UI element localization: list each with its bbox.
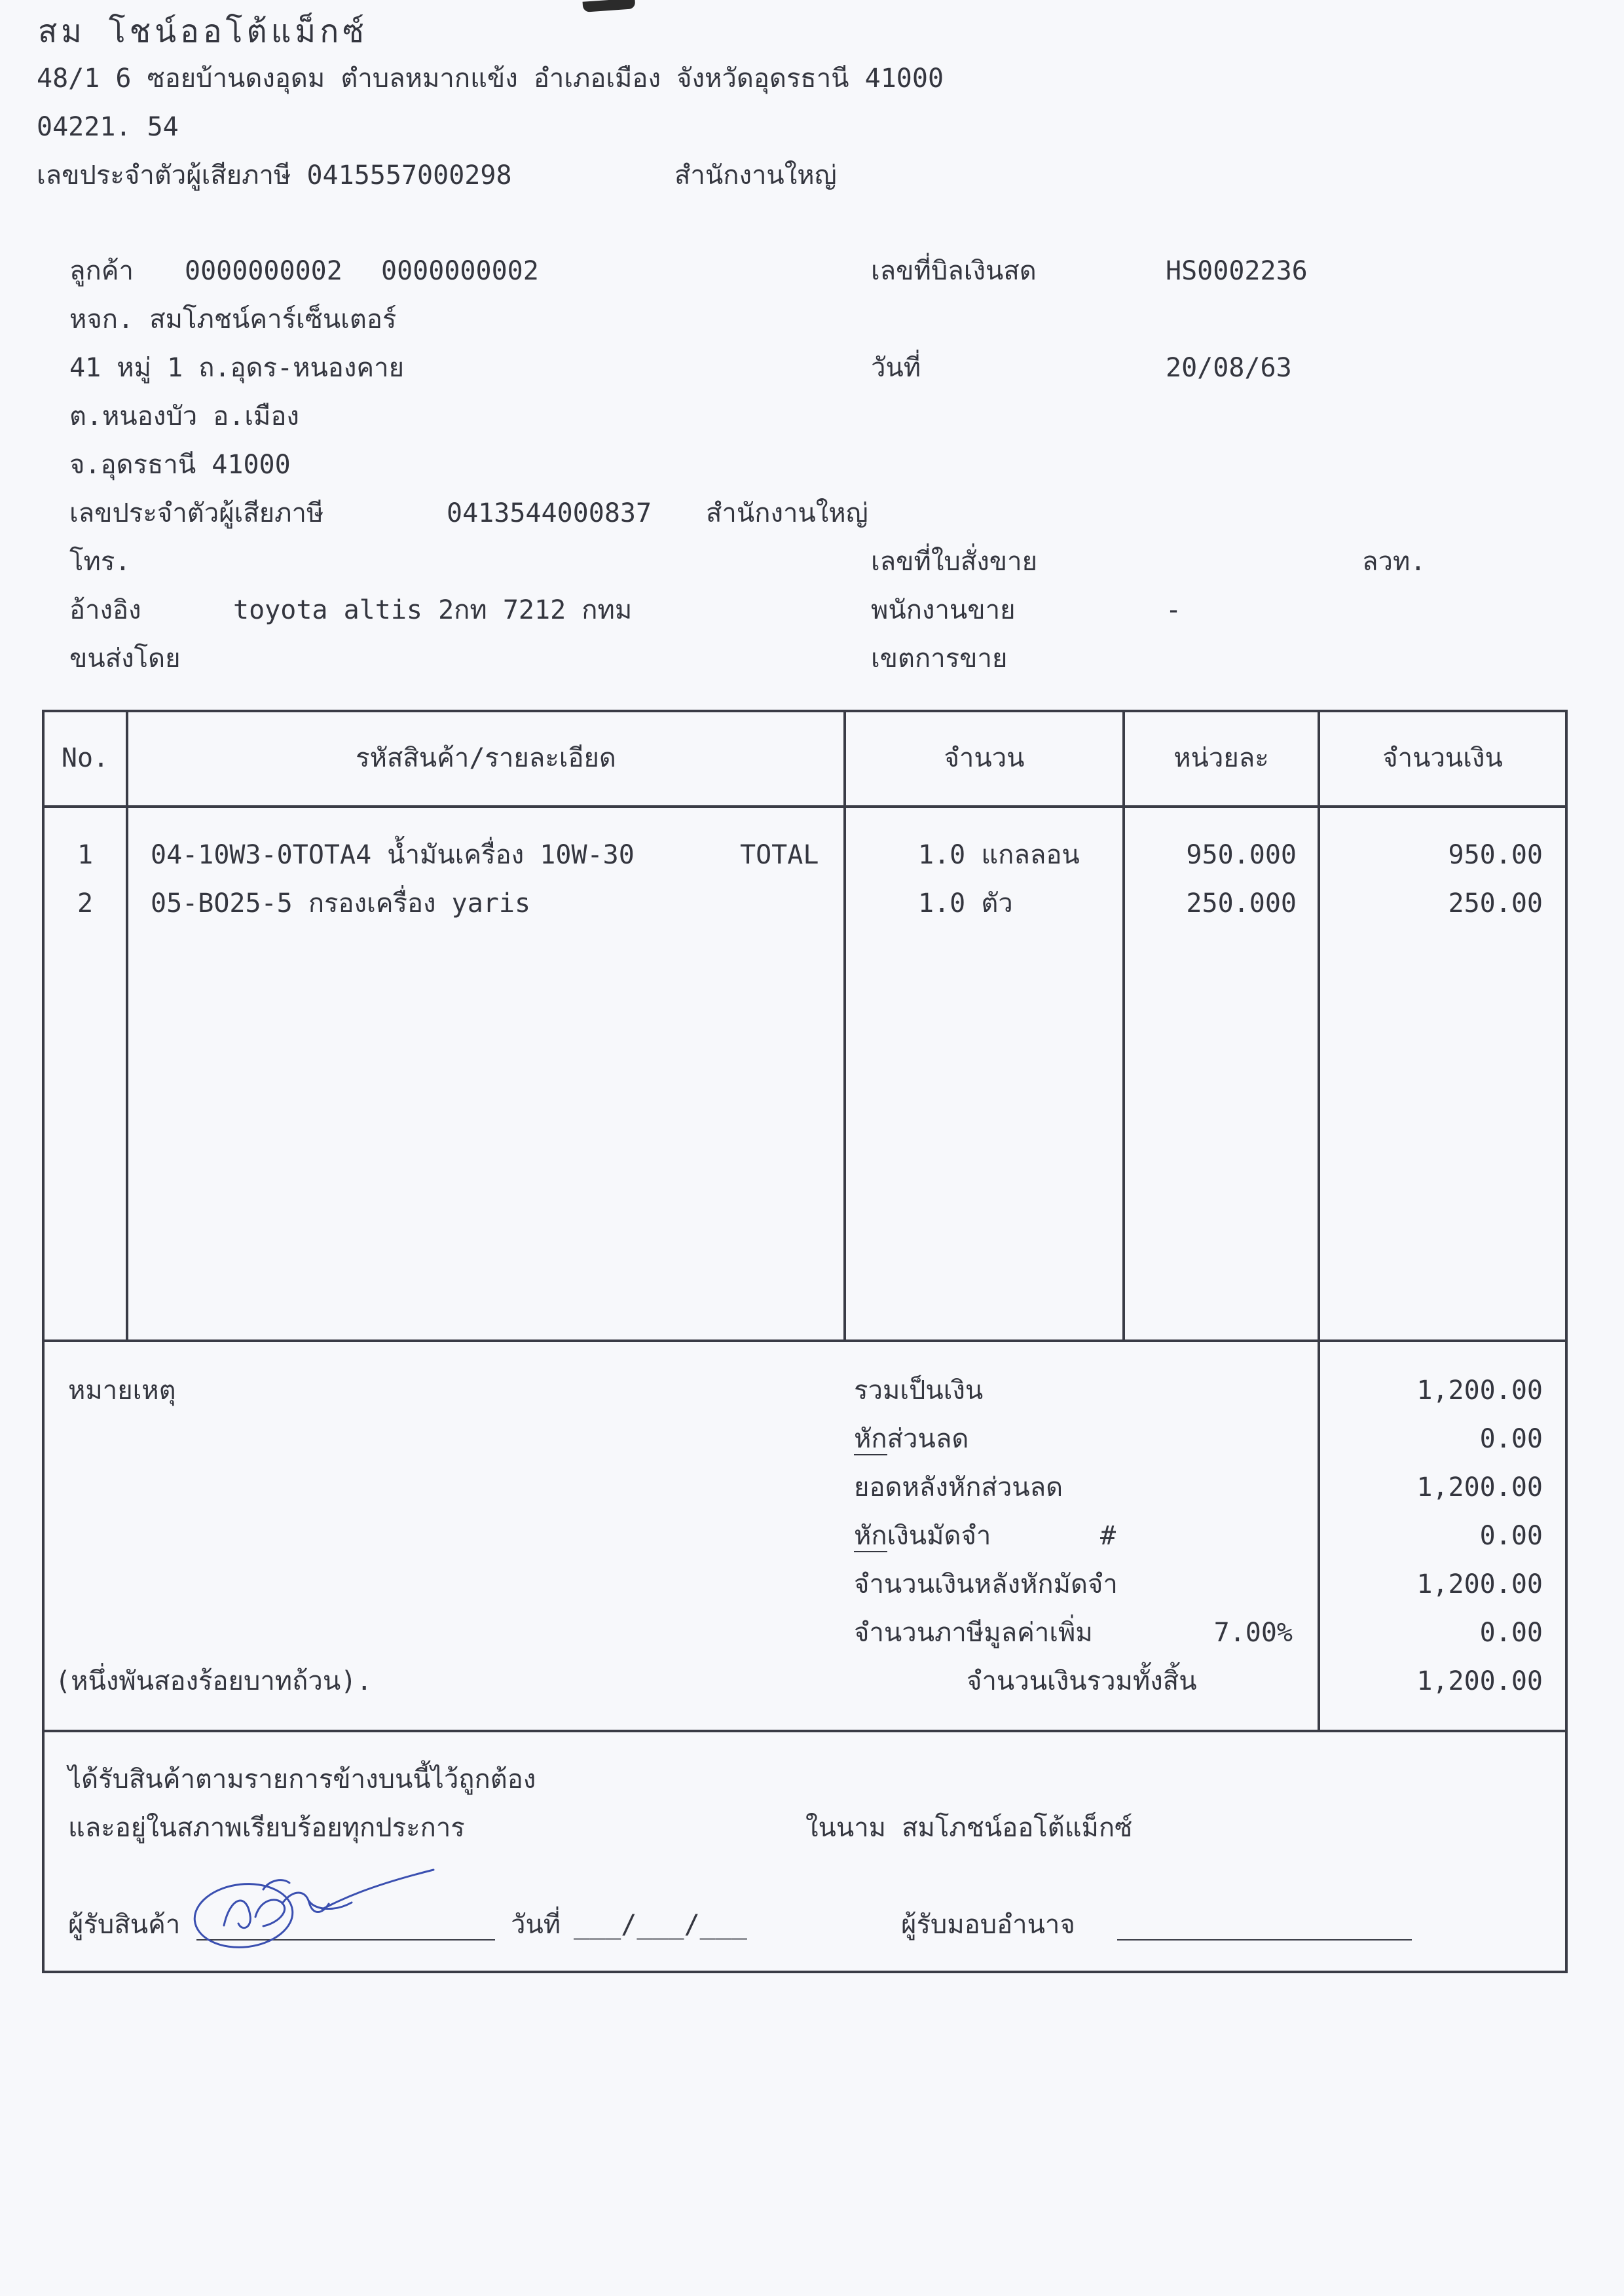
customer-code-2: 0000000002 [381, 256, 539, 286]
invoice-date: 20/08/63 [1166, 353, 1292, 383]
receiver-label: ผู้รับสินค้า [68, 1910, 181, 1940]
remark-label: หมายเหตุ [68, 1376, 176, 1406]
customer-address-2: ต.หนองบัว อ.เมือง [69, 401, 299, 431]
header-amount: จำนวนเงิน [1382, 743, 1503, 773]
row-description: 04-10W3-0TOTA4 น้ำมันเครื่อง 10W-30 [151, 840, 635, 870]
col-divider-1 [126, 710, 128, 1341]
row-no: 2 [77, 888, 94, 919]
header-unit-price: หน่วยละ [1173, 743, 1269, 773]
reference-value: toyota altis 2กท 7212 กทม [233, 595, 633, 625]
customer-address-3: จ.อุดรธานี 41000 [69, 450, 291, 480]
row-quantity: 1.0 ตัว [918, 888, 1013, 919]
row-amount: 950.00 [1448, 840, 1543, 870]
row-no: 1 [77, 840, 94, 870]
on-behalf-text: ในนาม สมโภชน์ออโต้แม็กซ์ [805, 1813, 1133, 1843]
customer-name: หจก. สมโภชน์คาร์เซ็นเตอร์ [69, 304, 397, 335]
footer-bottom [42, 1971, 1568, 1973]
scan-artifact [583, 0, 636, 12]
shipping-label: ขนส่งโดย [69, 644, 181, 674]
row-unit-price: 950.000 [1186, 840, 1297, 870]
customer-address-1: 41 หมู่ 1 ถ.อุดร-หนองคาย [69, 353, 405, 383]
vat-value: 0.00 [1479, 1618, 1543, 1648]
table-header-divider [42, 805, 1568, 808]
receiver-date-blank: ___/___/___ [574, 1910, 747, 1940]
company-address: 48/1 6 ซอยบ้านดงอุดม ตำบลหมากแข้ง อำเภอเมือง จังหวัดอุดรธานี 41000 [37, 64, 944, 94]
receiver-date-label: วันที่ [511, 1910, 561, 1940]
signature-image [185, 1863, 447, 1961]
vat-label: จำนวนภาษีมูลค่าเพิ่ม [854, 1618, 1093, 1648]
salesperson-label: พนักงานขาย [871, 595, 1016, 625]
col-divider-2 [843, 710, 846, 1341]
row-amount: 250.00 [1448, 888, 1543, 919]
date-label: วันที่ [871, 353, 921, 383]
sales-area-label: เขตการขาย [871, 644, 1008, 674]
vat-rate: 7.00% [1213, 1618, 1293, 1648]
customer-branch: สำนักงานใหญ่ [706, 498, 868, 528]
deposit-label-underlined: หัก [854, 1521, 887, 1551]
discount-value: 0.00 [1479, 1424, 1543, 1454]
grand-total-label: จำนวนเงินรวมทั้งสิ้น [967, 1666, 1197, 1696]
customer-code-1: 0000000002 [185, 256, 342, 286]
deposit-value: 0.00 [1479, 1521, 1543, 1551]
total-value: 1,200.00 [1416, 1376, 1543, 1406]
authorized-label: ผู้รับมอบอำนาจ [901, 1910, 1075, 1940]
deposit-label-rest: เงินมัดจำ [887, 1521, 991, 1551]
header-quantity: จำนวน [944, 743, 1025, 773]
bill-no: HS0002236 [1166, 256, 1308, 286]
after-discount-label: ยอดหลังหักส่วนลด [854, 1472, 1063, 1503]
deposit-hash: # [1100, 1521, 1116, 1551]
company-name: สม โชน์ออโต้แม็กซ์ [38, 13, 368, 50]
received-text-2: และอยู่ในสภาพเรียบร้อยทุกประการ [68, 1813, 465, 1843]
after-deposit-label: จำนวนเงินหลังหักมัดจำ [854, 1569, 1118, 1599]
company-tax-id: เลขประจำตัวผู้เสียภาษี 0415557000298 [37, 160, 512, 191]
customer-phone-label: โทร. [69, 547, 131, 577]
sales-order-value: ลวท. [1362, 547, 1426, 577]
customer-tax-label: เลขประจำตัวผู้เสียภาษี [69, 498, 324, 528]
discount-label [854, 1426, 969, 1452]
row-description: 05-BO25-5 กรองเครื่อง yaris [151, 888, 531, 919]
header-description: รหัสสินค้า/รายละเอียด [356, 743, 616, 773]
deposit-label [854, 1523, 991, 1549]
reference-label: อ้างอิง [69, 595, 141, 625]
col-divider-3 [1122, 710, 1125, 1341]
discount-label-underlined: หัก [854, 1424, 887, 1454]
row-unit-price: 250.000 [1186, 888, 1297, 919]
grand-total-value: 1,200.00 [1416, 1666, 1543, 1696]
bill-no-label: เลขที่บิลเงินสด [871, 256, 1037, 286]
summary-bottom [42, 1730, 1568, 1732]
customer-label: ลูกค้า [69, 256, 134, 286]
received-text-1: ได้รับสินค้าตามรายการข้างบนนี้ไว้ถูกต้อง [68, 1764, 536, 1795]
company-phone: 04221. 54 [37, 112, 179, 142]
row-brand: TOTAL [740, 840, 819, 870]
salesperson-value: - [1166, 595, 1182, 625]
table-top-border [42, 710, 1568, 712]
row-quantity: 1.0 แกลลอน [918, 840, 1080, 870]
company-branch: สำนักงานใหญ่ [674, 160, 837, 191]
table-body-bottom [42, 1339, 1568, 1342]
after-discount-value: 1,200.00 [1416, 1472, 1543, 1503]
after-deposit-value: 1,200.00 [1416, 1569, 1543, 1599]
total-label: รวมเป็นเงิน [854, 1376, 984, 1406]
customer-tax-id: 0413544000837 [447, 498, 652, 528]
amount-in-words: (หนึ่งพันสองร้อยบาทถ้วน). [55, 1666, 373, 1696]
authorized-signature-line [1117, 1939, 1412, 1941]
sales-order-label: เลขที่ใบสั่งขาย [871, 547, 1038, 577]
header-no: No. [61, 743, 109, 773]
discount-label-rest: ส่วนลด [887, 1424, 969, 1454]
